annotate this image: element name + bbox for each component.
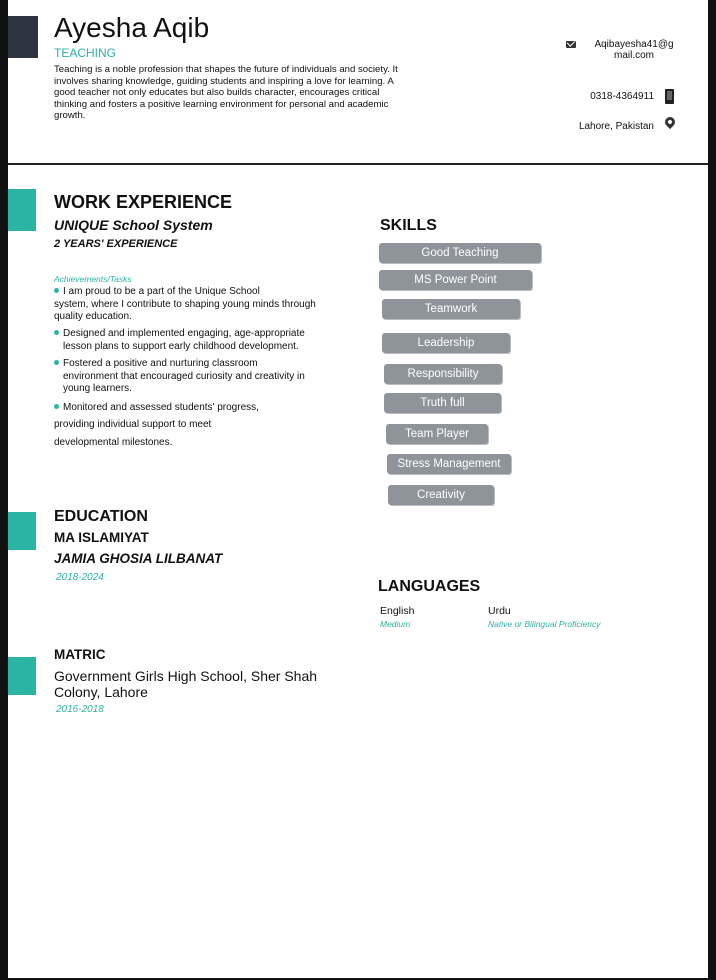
skill-pill: Team Player	[386, 424, 488, 444]
location-pin-icon	[663, 115, 677, 129]
education-dates: 2016-2018	[56, 704, 104, 715]
education-school: JAMIA GHOSIA LILBANAT	[54, 551, 223, 566]
email-line-2: mail.com	[613, 50, 654, 61]
skill-pill: Leadership	[382, 333, 510, 353]
skill-pill: Truth full	[384, 393, 501, 413]
bullet-dot	[54, 288, 59, 293]
bullet-dot	[54, 360, 59, 365]
profile-summary: Teaching is a noble profession that shapes the future of individuals and society. It involves sharing knowledge, guiding students and inspiring a love for learning. A good teacher not only educates but also builds character, encourages critical thinking and fosters a positive learning environment for personal and academic growth.	[54, 64, 398, 122]
education-dates: 2018-2024	[56, 572, 104, 583]
education-degree: MA ISLAMIYAT	[54, 530, 149, 545]
work-bullet: Monitored and assessed students' progress,	[54, 402, 259, 415]
matric-section-tab	[8, 657, 36, 695]
education-heading: EDUCATION	[54, 508, 148, 525]
skill-pill: Good Teaching	[379, 243, 541, 263]
skill-pill: Stress Management	[387, 454, 511, 474]
work-heading: WORK EXPERIENCE	[54, 192, 233, 212]
language-level: Medium	[380, 619, 411, 629]
skill-pill: MS Power Point	[379, 270, 532, 290]
candidate-name: Ayesha Aqib	[54, 12, 210, 43]
skill-pill: Creativity	[388, 485, 494, 505]
education-school: Government Girls High School, Sher Shah Colony, Lahore	[54, 668, 318, 700]
skill-pill: Teamwork	[382, 299, 520, 319]
skills-heading: SKILLS	[380, 217, 437, 234]
skill-pill: Responsibility	[384, 364, 502, 384]
work-years: 2 YEARS' EXPERIENCE	[54, 238, 178, 250]
work-company: UNIQUE School System	[54, 217, 213, 233]
language-name: English	[380, 605, 415, 617]
work-bullet: Fostered a positive and nurturing classroom environment that encouraged curiosity and creativity in young learners.	[54, 358, 305, 396]
contact-phone: 0318-4364911	[590, 91, 654, 102]
language-level: Native or Bilingual Proficiency	[488, 619, 601, 629]
email-line-1: Aqibayesha41@g	[594, 39, 674, 50]
profession-subtitle: TEACHING	[54, 46, 117, 60]
language-name: Urdu	[488, 605, 511, 617]
work-section-tab	[8, 189, 36, 231]
work-bullet-continuation: providing individual support to meet	[54, 419, 212, 430]
work-bullet-continuation: developmental milestones.	[54, 437, 173, 448]
achievements-label: Achievements/Tasks	[54, 274, 132, 284]
languages-heading: LANGUAGES	[378, 578, 481, 595]
education-degree: MATRIC	[54, 647, 106, 662]
header-block	[8, 16, 38, 58]
bullet-dot	[54, 404, 59, 409]
mail-icon	[566, 41, 576, 48]
contact-location: Lahore, Pakistan	[578, 121, 654, 132]
contact-email[interactable]	[580, 39, 688, 61]
work-bullet: I am proud to be a part of the Unique School system, where I contribute to shaping young minds through quality education.	[54, 286, 316, 322]
work-bullet: Designed and implemented engaging, age-appropriate lesson plans to support early childhood development.	[54, 328, 305, 353]
phone-icon	[665, 89, 674, 104]
resume-page	[8, 0, 708, 978]
bullet-dot	[54, 330, 59, 335]
header-divider	[8, 163, 708, 165]
education-section-tab	[8, 512, 36, 550]
